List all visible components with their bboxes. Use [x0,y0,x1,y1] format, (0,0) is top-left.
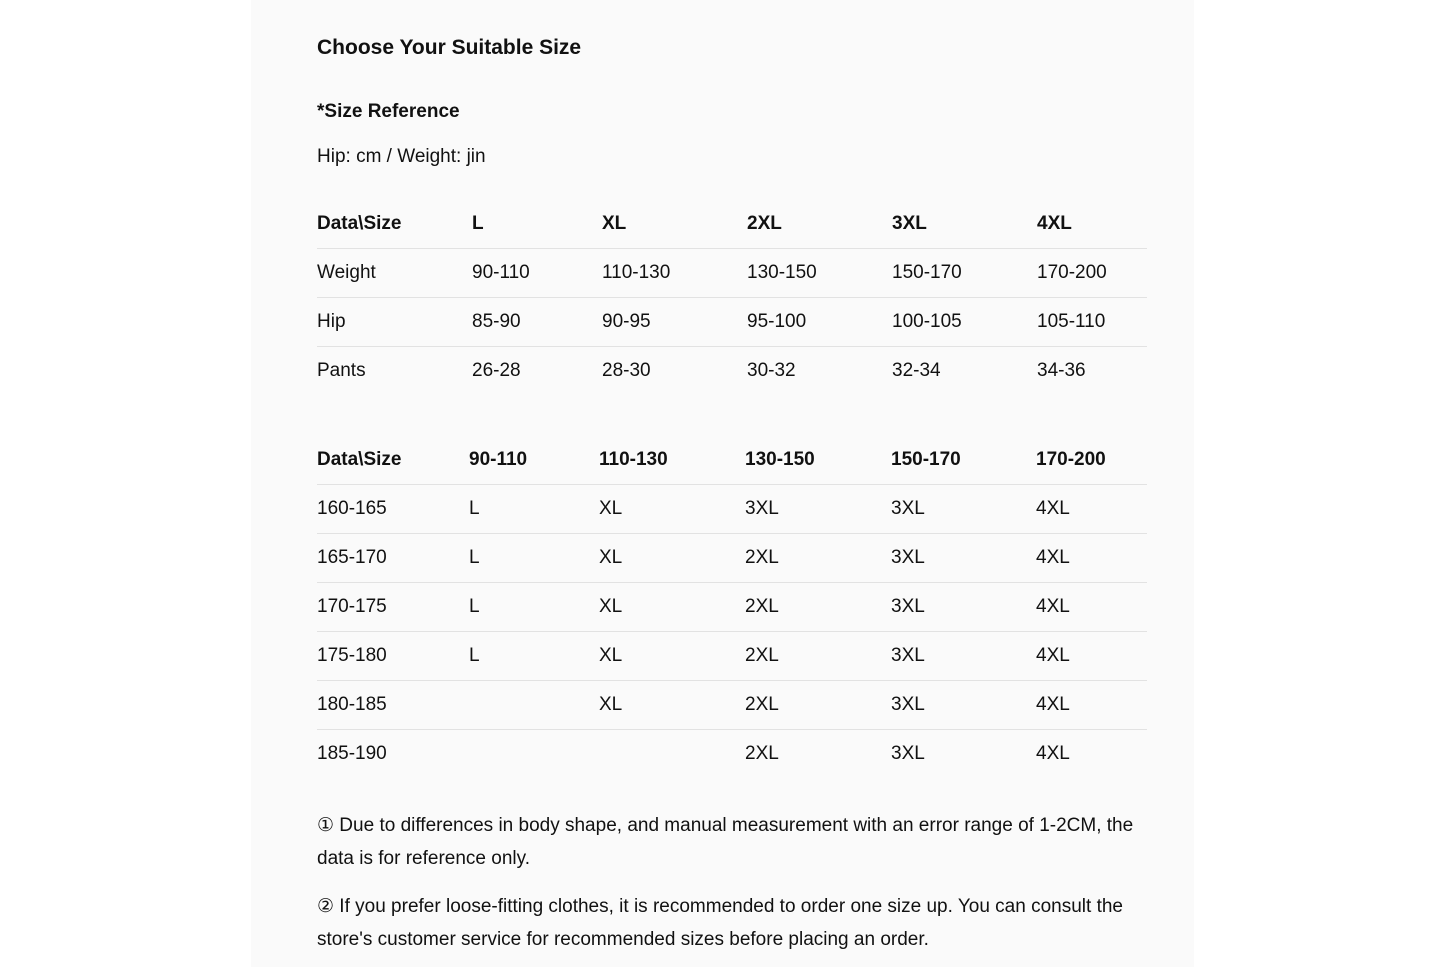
table-cell: 3XL [891,485,1036,534]
table-row [317,249,1147,298]
table-cell: 2XL [745,534,891,583]
table-cell: 32-34 [892,347,1037,396]
header-cell: 3XL [892,213,927,234]
table-cell: 3XL [891,632,1036,681]
header-cell: Data\Size [317,449,402,470]
header-cell: XL [602,213,627,234]
table-cell: 2XL [745,681,891,730]
table-cell: 4XL [1036,681,1147,730]
table-cell: 185-190 [317,730,469,779]
table-cell: 170-200 [1037,249,1147,298]
table-cell: 3XL [891,583,1036,632]
table-cell: XL [599,583,745,632]
header-cell: 90-110 [469,449,528,470]
table-cell: 180-185 [317,681,469,730]
table-cell: 170-175 [317,583,469,632]
table-cell [599,730,745,779]
table-row [317,730,1147,779]
size-measurement-table [317,200,1147,395]
size-reference-heading: *Size Reference [317,101,460,122]
table-cell [469,681,599,730]
table-cell: L [469,534,599,583]
table-cell: L [469,485,599,534]
table-row [317,632,1147,681]
table-cell: 4XL [1036,534,1147,583]
table-cell: 4XL [1036,485,1147,534]
header-cell: 170-200 [1036,449,1106,470]
table-cell: XL [599,485,745,534]
table-cell: XL [599,632,745,681]
table-cell: L [469,583,599,632]
height-weight-size-table [317,436,1147,778]
table-cell: 165-170 [317,534,469,583]
table-cell: 110-130 [602,249,747,298]
table-cell: 105-110 [1037,298,1147,347]
table-cell: 100-105 [892,298,1037,347]
units-note: Hip: cm / Weight: jin [317,146,486,167]
table-cell: 90-110 [472,249,602,298]
header-cell: 130-150 [745,449,815,470]
table-cell: 150-170 [892,249,1037,298]
header-cell: 2XL [747,213,782,234]
table-row [317,485,1147,534]
table-cell: 3XL [745,485,891,534]
table-cell: Pants [317,347,472,396]
sizing-advice-note: ② If you prefer loose-fitting clothes, it is recommended to order one size up. You can consult the store's customer service for recommended sizes before placing an order. [317,896,1123,950]
table-cell: 30-32 [747,347,892,396]
header-cell: Data\Size [317,213,402,234]
table-cell: XL [599,534,745,583]
measurement-note: ① Due to differences in body shape, and manual measurement with an error range of 1-2CM, the data is for reference only. [317,815,1134,869]
table-cell: Hip [317,298,472,347]
table-cell: 2XL [745,583,891,632]
table-cell: 2XL [745,632,891,681]
table-cell: 28-30 [602,347,747,396]
table-row [317,534,1147,583]
table-cell [469,730,599,779]
table-cell: 4XL [1036,632,1147,681]
table-cell: L [469,632,599,681]
table-row [317,681,1147,730]
table-cell: 3XL [891,534,1036,583]
table-header-row [317,436,1147,485]
header-cell: L [472,213,484,234]
header-cell: 150-170 [891,449,961,470]
table-cell: 2XL [745,730,891,779]
table-cell: 175-180 [317,632,469,681]
table-cell: 3XL [891,730,1036,779]
header-cell: 4XL [1037,213,1072,234]
table-header-row [317,200,1147,249]
size-guide-panel [251,0,1194,967]
table-cell: 3XL [891,681,1036,730]
table-cell: XL [599,681,745,730]
table-row [317,583,1147,632]
table-cell: 90-95 [602,298,747,347]
table-row [317,347,1147,396]
table-cell: 34-36 [1037,347,1147,396]
table-cell: 95-100 [747,298,892,347]
table-cell: 4XL [1036,730,1147,779]
table-cell: 160-165 [317,485,469,534]
table-row [317,298,1147,347]
table-cell: 85-90 [472,298,602,347]
table-cell: 130-150 [747,249,892,298]
table-cell: 4XL [1036,583,1147,632]
table-cell: 26-28 [472,347,602,396]
table-cell: Weight [317,249,472,298]
header-cell: 110-130 [599,449,668,470]
page-title: Choose Your Suitable Size [317,36,582,59]
